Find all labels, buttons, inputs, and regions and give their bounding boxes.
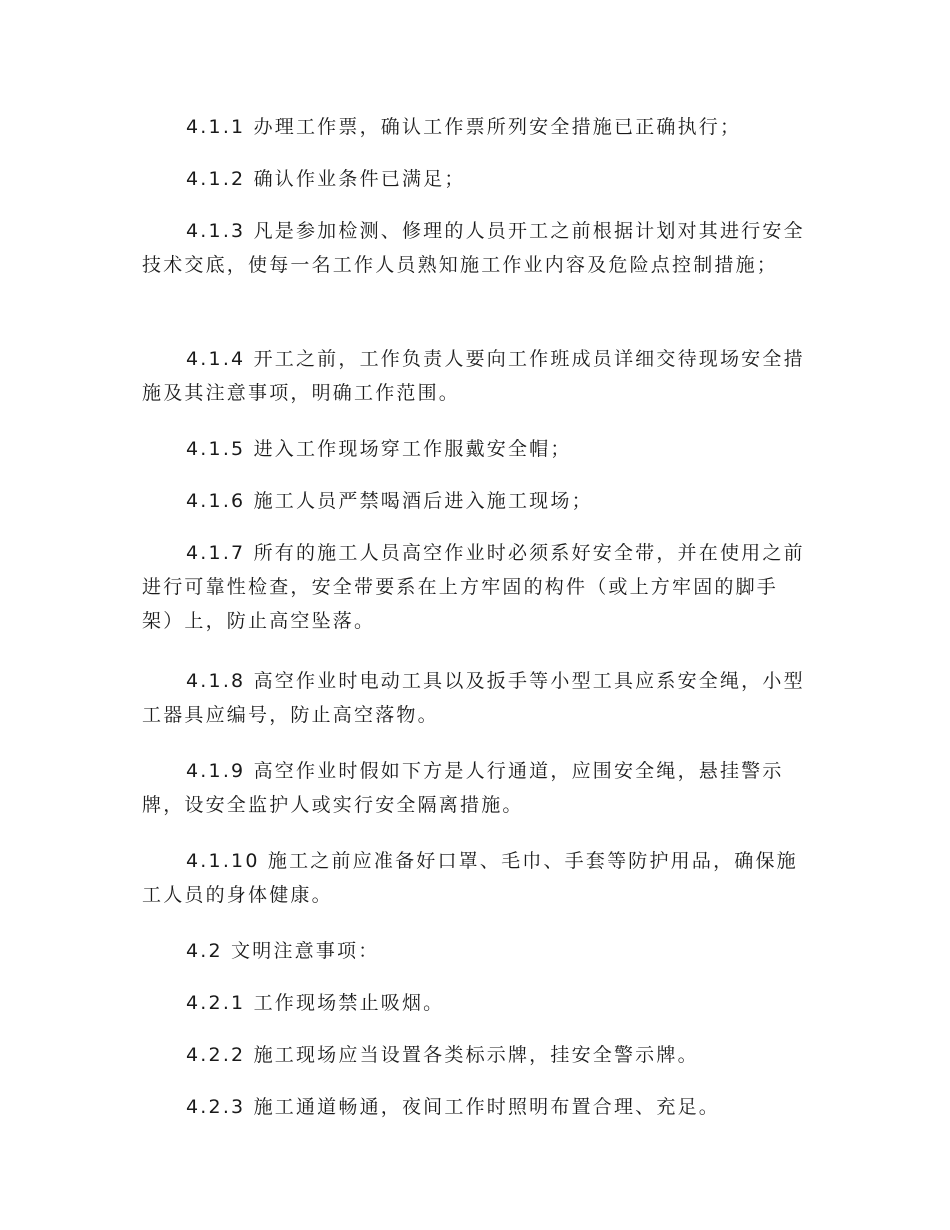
paragraph-4-1-4: 4.1.4 开工之前，工作负责人要向工作班成员详细交待现场安全措施及其注意事项，明确工作范围。 xyxy=(142,348,805,404)
section-heading-4-2: 4.2 文明注意事项： xyxy=(186,940,380,962)
paragraph-4-1-3: 4.1.3 凡是参加检测、修理的人员开工之前根据计划对其进行安全技术交底，使每一名工作人员熟知施工作业内容及危险点控制措施； xyxy=(142,220,805,276)
paragraph-4-1-2: 4.1.2 确认作业条件已满足； xyxy=(186,168,466,190)
paragraph-4-2-3: 4.2.3 施工通道畅通，夜间工作时照明布置合理、充足。 xyxy=(186,1096,720,1118)
paragraph-4-1-6: 4.1.6 施工人员严禁喝酒后进入施工现场； xyxy=(186,490,593,512)
paragraph-4-2-1: 4.2.1 工作现场禁止吸烟。 xyxy=(186,992,445,1014)
paragraph-4-1-1: 4.1.1 办理工作票，确认工作票所列安全措施已正确执行； xyxy=(186,116,742,138)
paragraph-4-1-10: 4.1.10 施工之前应准备好口罩、毛巾、手套等防护用品，确保施工人员的身体健康。 xyxy=(142,850,798,906)
paragraph-4-2-2: 4.2.2 施工现场应当设置各类标示牌，挂安全警示牌。 xyxy=(186,1044,699,1066)
paragraph-4-1-8: 4.1.8 高空作业时电动工具以及扳手等小型工具应系安全绳，小型工器具应编号，防止高空落物。 xyxy=(142,670,805,726)
paragraph-4-1-9: 4.1.9 高空作业时假如下方是人行通道，应围安全绳，悬挂警示牌，设安全监护人或实行安全隔离措施。 xyxy=(142,760,784,816)
paragraph-4-1-7: 4.1.7 所有的施工人员高空作业时必须系好安全带，并在使用之前进行可靠性检查，安全带要系在上方牢固的构件（或上方牢固的脚手架）上，防止高空坠落。 xyxy=(142,542,805,632)
paragraph-4-1-5: 4.1.5 进入工作现场穿工作服戴安全帽； xyxy=(186,438,572,460)
